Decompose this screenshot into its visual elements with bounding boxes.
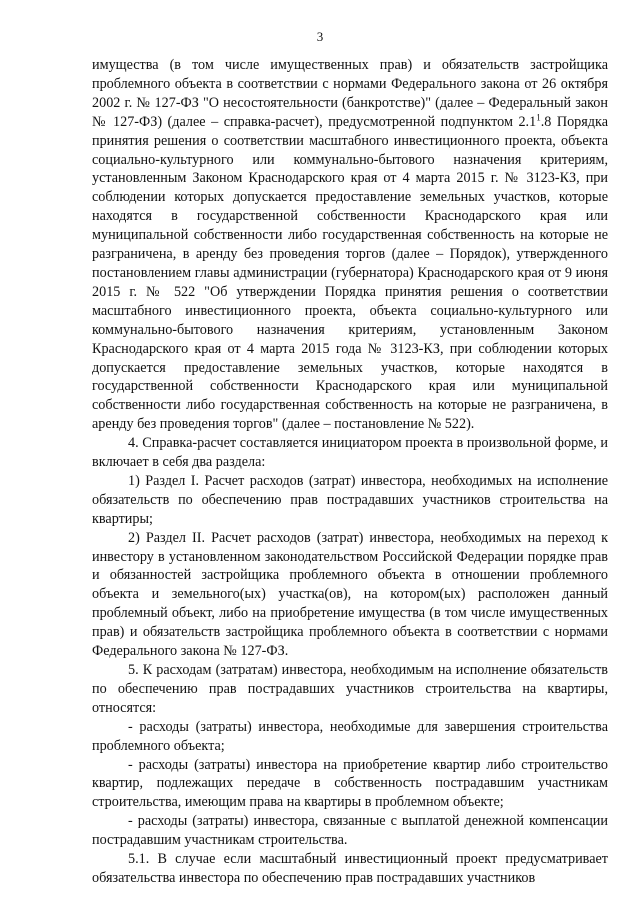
paragraph-5: 5. К расходам (затратам) инвестора, необходимым на исполнение обязательств по обеспечению прав пострадавших участников строительства на квартиры, относятся:: [92, 662, 608, 716]
superscript-index: 1: [536, 111, 541, 122]
paragraph-3: 1) Раздел I. Расчет расходов (затрат) инвестора, необходимых на исполнение обязательств по обеспечению прав пострадавших участников строительства на квартиры;: [92, 472, 608, 527]
paragraph-8: - расходы (затраты) инвестора, связанные с выплатой денежной компенсации пострадавшим участникам строительства.: [92, 813, 608, 849]
document-body: [92, 56, 608, 888]
page-number: 3: [316, 29, 324, 44]
paragraph-2: 4. Справка-расчет составляется инициатором проекта в произвольной форме, и включает в себя два раздела:: [92, 435, 608, 471]
paragraph-9: 5.1. В случае если масштабный инвестиционный проект предусматривает обязательства инвестора по обеспечению прав пострадавших участников: [92, 851, 608, 886]
paragraph-4: 2) Раздел II. Расчет расходов (затрат) инвестора, необходимых на переход к инвестору в установленном законодательством Российской Федерации порядке прав и обязанностей застройщика проблемного объекта в отношении проблемного объекта и земельного(ых) участка(ов), на котором(ых) расположен данный проблемный объект, либо на приобретение имущества (в том числе имущественных прав) и обязательств застройщика проблемного объекта в соответствии с нормами Федерального закона № 127-ФЗ.: [92, 529, 608, 660]
paragraph-6: - расходы (затраты) инвестора, необходимые для завершения строительства проблемного объекта;: [92, 718, 608, 754]
paragraph-7: - расходы (затраты) инвестора на приобретение квартир либо строительство квартир, подлежащих передаче в собственность пострадавшим участникам строительства, имеющим права на квартиры в проблемном объекте;: [92, 756, 608, 811]
paragraph-1: имущества (в том числе имущественных прав) и обязательств застройщика проблемного объекта в соответствии с нормами Федерального закона от 26 октября 2002 г. № 127-ФЗ "О несостоятельности (банкротстве)" (далее – Федеральный закон № 127-ФЗ) (далее – справка-расчет), предусмотренной подпунктом $2.1^1.8$ Порядка принятия решения о соответствии масштабного инвестиционного проекта, объекта социально-культурного или коммунально-бытового назначения критериям, установленным Законом Краснодарского края от 4 марта 2015 г. № 3123-КЗ, при соблюдении которых допускается предоставление земельных участков, которые находятся в государственной собственности Краснодарского края или муниципальной собственности либо государственная собственность на которые не разграничена, в аренду без проведения торгов (далее – Порядок), утвержденного постановлением главы администрации (губернатора) Краснодарского края от 9 июня 2015 г. № 522 "Об утверждении Порядка принятия решения о соответствии масштабного инвестиционного проекта, объекта социально-культурного или коммунально-бытового назначения критериям, установленным Законом Краснодарского края от 4 марта 2015 года № 3123-КЗ, при соблюдении которых допускается предоставление земельных участков, которые находятся в государственной собственности Краснодарского края или муниципальной собственности либо государственная собственность на которые не разграничена, в аренду без проведения торгов" (далее – постановление № 522).: [92, 57, 608, 433]
